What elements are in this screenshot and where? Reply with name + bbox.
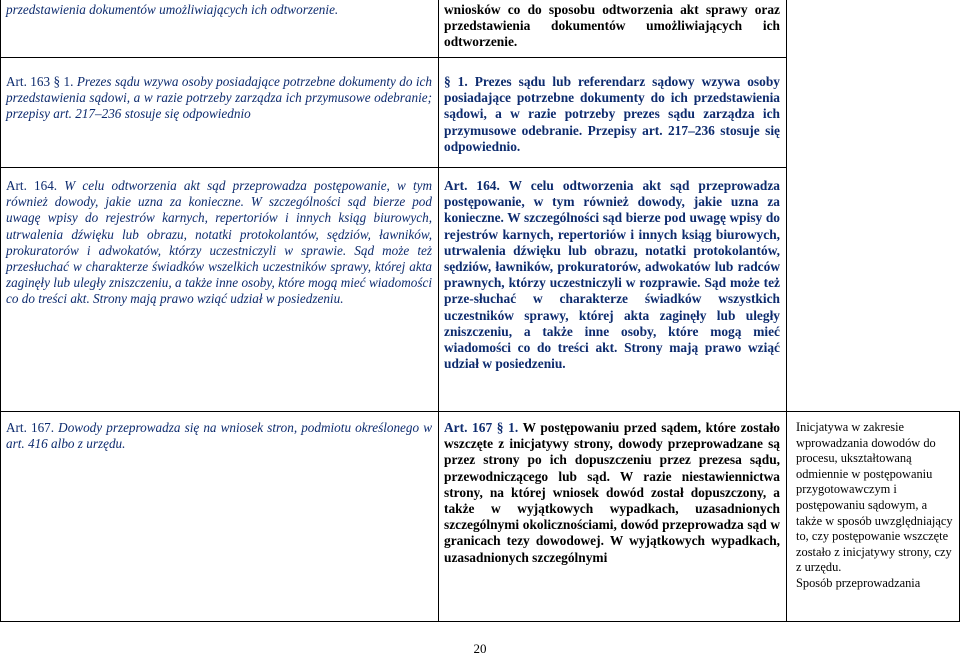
row-divider-3 bbox=[0, 411, 960, 412]
row-divider-2 bbox=[0, 167, 787, 168]
row-divider-1 bbox=[0, 57, 787, 58]
row3-proposed-text: Art. 164. W celu odtworzenia akt sąd przeprowadza postępowanie, w tym również dowody, jakie uzna za konieczne. W szczególności sąd bierze pod uwagę wpisy do rejestrów karnych, repertoriów i innych ksiąg biurowych, utrwalenia dźwięku lub obrazu, notatki protokolantów, sędziów, ławników, prokuratorów, adwokatów lub radców prawnych, którzy uczestniczyli w rozprawie. Sąd może też prze-słuchać w charakterze świadków wszystkich uczestników sprawy, której akta zaginęły lub uległy zniszczeniu, a także inne osoby, które mogą mieć wiadomości co do treści akt. Strony mają prawo wziąć udział w posiedzeniu. bbox=[444, 178, 780, 372]
row3-current-text: Art. 164. W celu odtworzenia akt sąd przeprowadza postępowanie, w tym również dowody, jakie uzna za konieczne. W szczególności sąd bierze pod uwagę wpisy do rejestrów karnych, repertoriów i innych ksiąg biurowych, utrwalenia dźwięku lub obrazu, notatki protokolantów, sędziów, ławników, prokuratorów i adwokatów, którzy uczestniczyli w sprawie. Sąd może też przesłuchać w charakterze świadków wszelkich uczestników sprawy, której akta zaginęły lub uległy zniszczeniu, a także inne osoby, które mogą mieć wiadomości co do treści akt. Strony mają prawo wziąć udział w posiedzeniu. bbox=[6, 178, 432, 307]
page-number: 20 bbox=[473, 641, 487, 656]
table-divider-2 bbox=[786, 0, 787, 622]
row2-current-text: Art. 163 § 1. Prezes sądu wzywa osoby posiadające potrzebne dokumenty do ich przedstawienia sądowi, a w razie potrzeby zarządza ich przymusowe odebranie; przepisy art. 217–236 stosuje się odpowiednio bbox=[6, 74, 432, 122]
row4-current-text: Art. 167. Dowody przeprowadza się na wniosek stron, podmiotu określonego w art. 416 albo z urzędu. bbox=[6, 420, 432, 452]
row4-proposed-text: Art. 167 § 1. W postępowaniu przed sądem, które zostało wszczęte z inicjatywy strony, dowody przeprowadzane są przez strony po ich dopuszczeniu przez prezesa sądu, przewodniczącego lub sąd. W razie niestawiennictwa strony, na której wniosek dowód został dopuszczony, a także w wyjątkowych wypadkach, uzasadnionych szczególnymi okolicznościami, dowód przeprowadza sąd w granicach tezy dowodowej. W wyjątkowych wypadkach, uzasadnionych szczególnymi bbox=[444, 420, 780, 565]
row1-current-text: przedstawienia dokumentów umożliwiających ich odtworzenie. bbox=[6, 2, 339, 17]
row1-proposed-text: wniosków co do sposobu odtworzenia akt sprawy oraz przedstawienia dokumentów umożliwiających ich odtworzenie. bbox=[444, 2, 780, 50]
row4-comment-text: Inicjatywa w zakresie wprowadzania dowodów do procesu, ukształtowaną odmiennie w postępowaniu przygotowawczym i postępowaniu sądowym, a także w sposób uwzględniający to, czy postępowanie wszczęte zostało z inicjatywy strony, czy z urzędu. Sposób przeprowadzania bbox=[796, 420, 953, 590]
table-border-bottom bbox=[0, 621, 960, 622]
row2-proposed-text: § 1. Prezes sądu lub referendarz sądowy wzywa osoby posiadające potrzebne dokumenty do ich przedstawienia sądowi, a w razie potrzeby prezes sądu zarządza ich przymusowe odebranie. Przepisy art. 217–236 stosuje się odpowiednio. bbox=[444, 74, 780, 154]
